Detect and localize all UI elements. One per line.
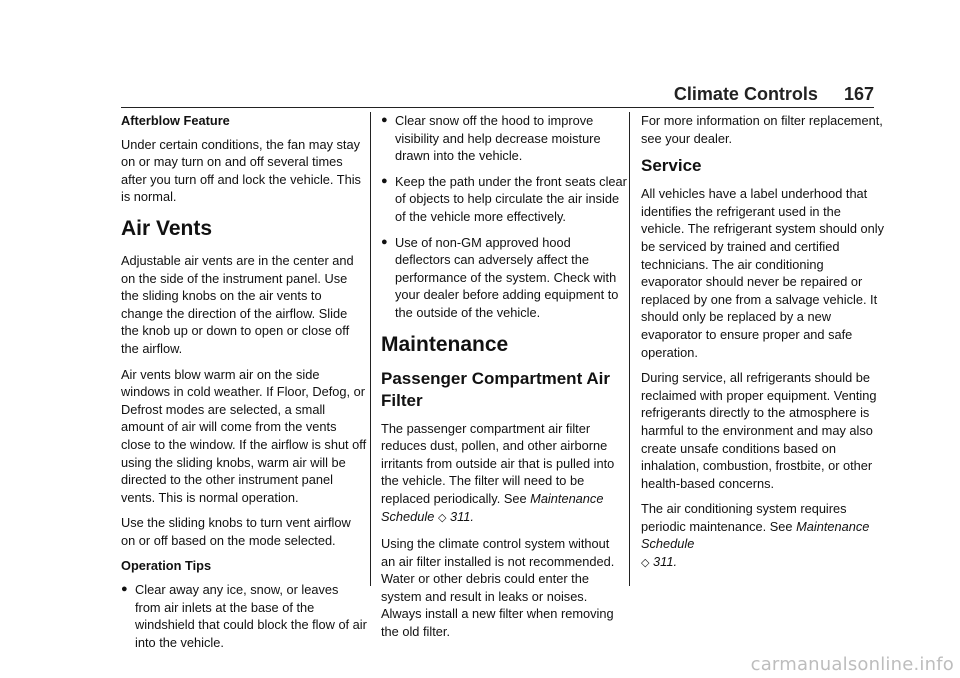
service-paragraph: The air conditioning system requires periodic maintenance. See Maintenance Schedule ◇ 311. <box>641 501 870 570</box>
maintenance-schedule-link[interactable]: Maintenance Schedule <box>641 518 870 552</box>
air-filter-paragraph: Using the climate control system without an air filter installed is not recommended. Water or other debris could enter the system and result in leaks or noises. Always install a new filter when removing the old filter. <box>381 536 615 640</box>
afterblow-title: Afterblow Feature <box>121 113 230 128</box>
column-divider <box>370 112 371 586</box>
maintenance-heading: Maintenance <box>381 332 509 356</box>
bullet-icon: ● <box>381 235 388 248</box>
list-item <box>381 112 627 165</box>
air-vents-heading: Air Vents <box>121 216 213 240</box>
service-paragraph: During service, all refrigerants should be reclaimed with proper equipment. Venting refrigerants directly to the atmosphere is harmful to the environment and may also create unsafe conditions based on inhalation, combustion, frostbite, or other health-based concerns. <box>641 370 877 491</box>
service-text: The air conditioning system requires periodic maintenance. See <box>641 501 847 534</box>
tip-text: Keep the path under the front seats clear of objects to help circulate the air inside of the vehicle more effectively. <box>395 173 627 224</box>
column-1 <box>121 112 367 659</box>
service-paragraph: All vehicles have a label underhood that identifies the refrigerant used in the vehicle. The refrigerant system should only be serviced by trained and certified technicians. The air conditioning evaporator should never be repaired or replaced by one from a salvage vehicle. It should only be replaced by a new evaporator to ensure proper and safe operation. <box>641 186 885 360</box>
page-reference-icon: ◇ <box>641 557 650 570</box>
air-filter-heading: Passenger Compartment Air Filter <box>381 368 610 410</box>
list-item <box>121 581 367 651</box>
page-reference-icon: ◇ <box>437 511 447 524</box>
list-item <box>381 234 627 322</box>
bullet-icon: ● <box>381 114 388 126</box>
bullet-icon: ● <box>381 174 388 187</box>
air-filter-text: The passenger compartment air filter reduces dust, pollen, and other airborne irritants from outside air that is pulled into the vehicle. The filter will need to be replaced periodically. See <box>381 420 615 506</box>
column-3 <box>641 112 887 581</box>
air-vents-paragraph: Use the sliding knobs to turn vent airflow on or off based on the mode selected. <box>121 515 351 548</box>
operation-tips-list-continued <box>381 112 627 322</box>
page-reference[interactable]: 311 <box>653 554 674 570</box>
column-2 <box>381 112 627 649</box>
service-heading: Service <box>641 156 702 176</box>
list-item <box>381 173 627 226</box>
section-title: Climate Controls <box>673 84 818 104</box>
air-filter-paragraph: The passenger compartment air filter reduces dust, pollen, and other airborne irritants from outside air that is pulled into the vehicle. The filter will need to be replaced periodically. See Maintenance Schedule ◇ 311. <box>381 420 615 524</box>
air-vents-paragraph: Adjustable air vents are in the center and on the side of the instrument panel. Use the sliding knobs on the air vents to change the direction of the airflow. Slide the knob up or down to open or close off the airflow. <box>121 252 354 356</box>
page-reference[interactable]: 311 <box>449 508 471 524</box>
operation-tips-list <box>121 581 367 651</box>
maintenance-schedule-link[interactable]: Maintenance Schedule <box>381 490 604 524</box>
afterblow-text: Under certain conditions, the fan may stay on or may turn on and off several times after you turn off and lock the vehicle. This is normal. <box>121 136 361 205</box>
watermark: carmanualsonline.info <box>750 654 954 675</box>
tip-text: Clear away any ice, snow, or leaves from air inlets at the base of the windshield that could block the flow of air into the vehicle. <box>135 582 367 650</box>
page-header <box>674 84 874 105</box>
header-divider <box>121 107 874 108</box>
air-vents-paragraph: Air vents blow warm air on the side windows in cold weather. If Floor, Defog, or Defrost modes are selected, a small amount of air will come from the vents close to the window. If the airflow is shut off using the sliding knobs, warm air will be directed to the other instrument panel vents. This is normal operation. <box>121 366 367 505</box>
bullet-icon: ● <box>121 583 128 596</box>
tip-text: Use of non-GM approved hood deflectors can adversely affect the performance of the system. Check with your dealer before adding equipment to the outside of the vehicle. <box>395 234 619 320</box>
tip-text: Clear snow off the hood to improve visibility and help decrease moisture drawn into the vehicle. <box>395 113 601 164</box>
operation-tips-title: Operation Tips <box>121 558 212 574</box>
column-divider <box>629 112 630 586</box>
filter-info-paragraph: For more information on filter replacement, see your dealer. <box>641 113 883 146</box>
page-number: 167 <box>843 84 874 104</box>
